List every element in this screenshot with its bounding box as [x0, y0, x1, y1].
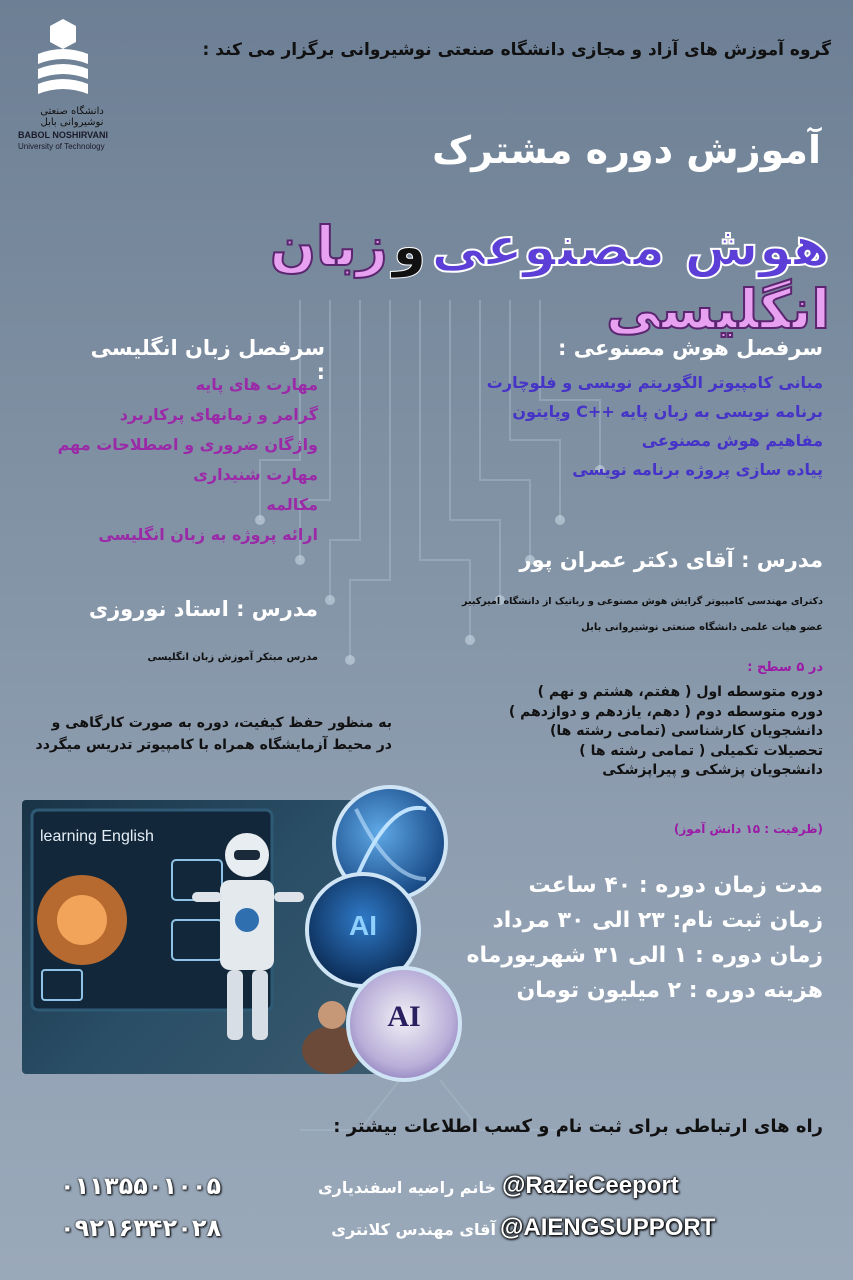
- contact-heading: راه های ارتباطی برای ثبت نام و کسب اطلاعات بیشتر :: [333, 1116, 823, 1137]
- contact-person: خانم راضیه اسفندیاری: [317, 1178, 496, 1197]
- course-title: [90, 215, 830, 341]
- logo-persian-name: دانشگاه صنعتی نوشیروانی بابل: [40, 106, 104, 128]
- ai-circle-text: AI: [349, 910, 377, 941]
- list-item: مکالمه: [266, 495, 318, 514]
- list-item: دوره متوسطه دوم ( دهم، یازدهم و دوازدهم ): [508, 703, 823, 720]
- list-item: مبانی کامپیوتر الگوریتم نویسی و فلوچارت: [486, 373, 823, 392]
- telegram-handle-link[interactable]: @AIENGSUPPORT: [500, 1214, 716, 1241]
- list-item: دانشجویان پزشکی و پیراپزشکی: [602, 762, 823, 778]
- intro-line: گروه آموزش های آزاد و مجازی دانشگاه صنعتی نوشیروانی برگزار می کند :: [202, 40, 831, 60]
- list-item: مهارت شنیداری: [193, 465, 318, 484]
- lab-note-line: در محیط آزمایشگاه همراه با کامپیوتر تدریس میگردد: [35, 737, 392, 753]
- levels-list: [403, 683, 823, 781]
- list-item: پیاده سازی پروژه برنامه نویسی: [572, 460, 823, 479]
- ai-teacher-affiliation: عضو هیات علمی دانشگاه صنعتی نوشیروانی بابل: [581, 622, 823, 633]
- english-syllabus-list: [20, 370, 318, 550]
- ai-syllabus-list: [403, 368, 823, 484]
- telegram-handle-link[interactable]: @RazieCeeport: [502, 1172, 679, 1199]
- ai-teacher: مدرس : آقای دکتر عمران پور: [519, 548, 823, 572]
- title-ai: هوش مصنوعی: [431, 215, 830, 278]
- title-english: زبان انگلیسی: [269, 215, 830, 341]
- course-facts: [423, 868, 823, 1008]
- ai-circle-image-3: [346, 966, 462, 1082]
- board-text: learning English: [40, 828, 154, 845]
- list-item: واژگان ضروری و اصطلاحات مهم: [57, 435, 318, 454]
- list-item: تحصیلات تکمیلی ( تمامی رشته ها ): [579, 742, 823, 759]
- course-subtitle: آموزش دوره مشترک: [432, 128, 821, 172]
- list-item: مفاهیم هوش مصنوعی: [641, 431, 823, 450]
- registration-text: زمان ثبت نام: ۲۳ الی ۳۰ مرداد: [492, 908, 823, 933]
- english-teacher-description: مدرس مبتکر آموزش زبان انگلیسی: [147, 652, 318, 663]
- english-syllabus-heading: سرفصل زبان انگلیسی :: [90, 336, 325, 384]
- logo-english-name: BABOL NOSHIRVANI: [18, 130, 109, 140]
- logo-english-subname: University of Technology: [18, 142, 105, 151]
- contact-person: آقای مهندس کلانتری: [331, 1220, 496, 1239]
- levels-heading: در ۵ سطح :: [747, 660, 823, 675]
- list-item: دوره متوسطه اول ( هفتم، هشتم و نهم ): [537, 684, 823, 700]
- ai-teacher-description: دکترای مهندسی کامپیوتر گرایش هوش مصنوعی و رباتیک از دانشگاه امیرکبیر: [462, 596, 823, 607]
- lab-note: [20, 712, 392, 756]
- list-item: برنامه نویسی به زبان پایه ++C وپایتون: [512, 402, 823, 421]
- duration-text: مدت زمان دوره : ۴۰ ساعت: [528, 873, 823, 898]
- lab-note-line: به منظور حفظ کیفیت، دوره به صورت کارگاهی و: [51, 715, 392, 731]
- list-item: مهارت های پایه: [195, 375, 318, 394]
- cost-text: هزینه دوره : ۲ میلیون تومان: [516, 978, 823, 1003]
- list-item: ارائه پروژه به زبان انگلیسی: [98, 525, 318, 544]
- title-and: و: [392, 215, 427, 278]
- ai-syllabus-heading: سرفصل هوش مصنوعی :: [558, 336, 823, 360]
- ai-circle-text: AI: [387, 1000, 421, 1033]
- course-time-text: زمان دوره : ۱ الی ۳۱ شهریورماه: [466, 943, 823, 968]
- phone-number[interactable]: ۰۱۱۳۵۵۰۱۰۰۵: [60, 1172, 222, 1200]
- list-item: دانشجویان کارشناسی (تمامی رشته ها): [550, 723, 823, 739]
- capacity-note: (ظرفیت : ۱۵ دانش آموز): [673, 822, 823, 836]
- list-item: گرامر و زمانهای پرکاربرد: [119, 405, 318, 424]
- english-teacher: مدرس : استاد نوروزی: [88, 597, 318, 621]
- phone-number[interactable]: ۰۹۲۱۶۳۴۲۰۲۸: [60, 1214, 222, 1242]
